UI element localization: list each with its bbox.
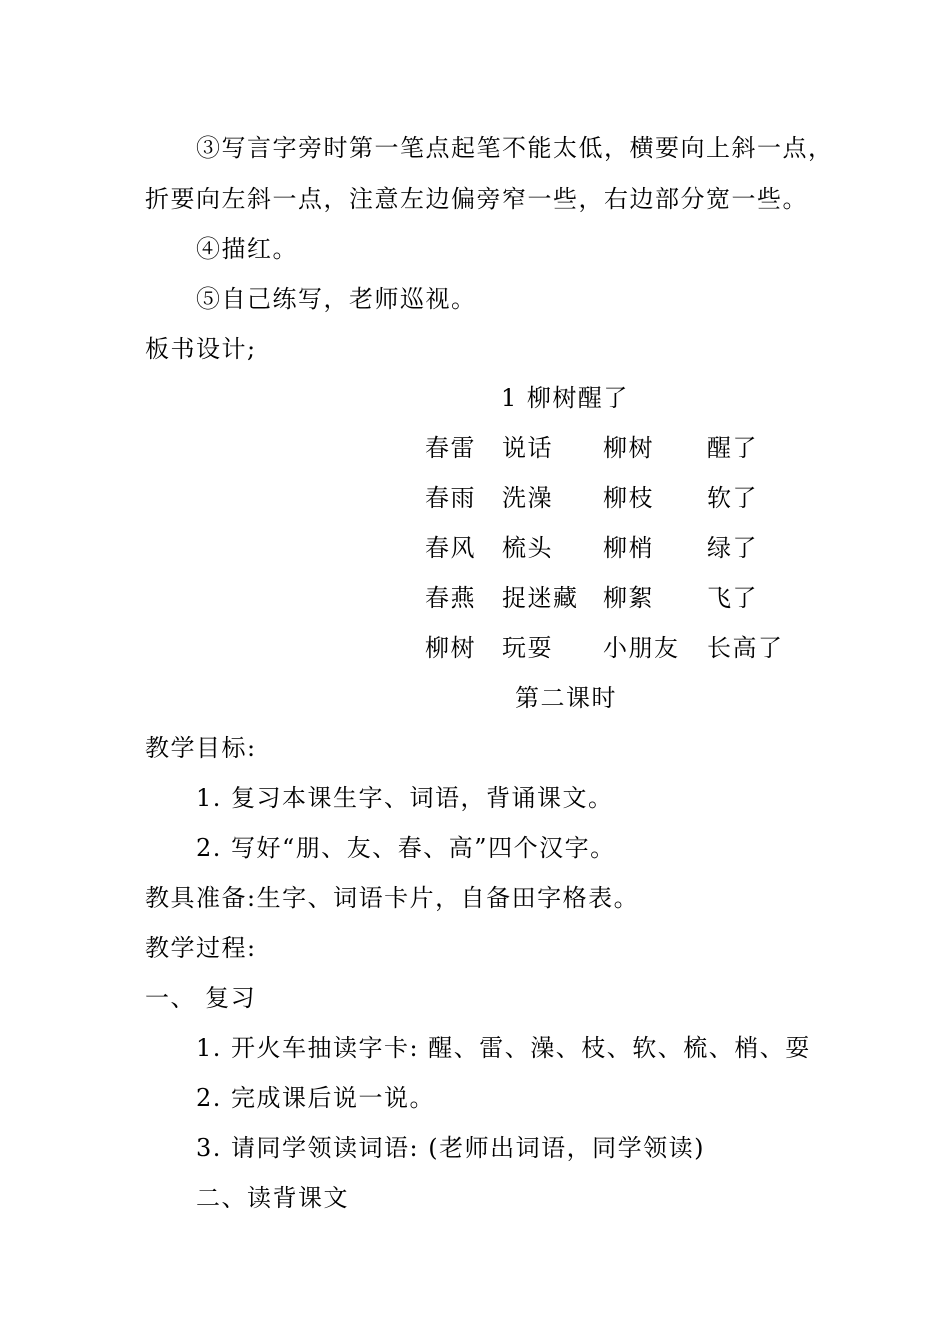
board-cell: 长高了 (707, 634, 784, 662)
board-cell: 春雨 (425, 484, 476, 512)
board-cell: 小朋友 (603, 634, 680, 662)
objective-item: 2. 写好“朋、友、春、高”四个汉字。 (196, 834, 616, 862)
board-cell: 梳头 (502, 534, 553, 562)
section2-heading: 二、读背课文 (196, 1184, 349, 1212)
board-cell: 柳树 (425, 634, 476, 662)
objective-item: 1. 复习本课生字、词语，背诵课文。 (196, 784, 614, 812)
review-item: 1. 开火车抽读字卡: 醒、雷、澡、枝、软、梳、梢、耍 (196, 1034, 811, 1062)
board-cell: 绿了 (707, 534, 758, 562)
lesson2-title: 第二课时 (515, 684, 617, 712)
board-cell: 柳树 (603, 434, 654, 462)
step4-text: ④描红。 (196, 235, 298, 263)
step5-text: ⑤自己练写，老师巡视。 (196, 285, 477, 313)
board-cell: 春风 (425, 534, 476, 562)
process-label: 教学过程: (145, 934, 257, 962)
board-cell: 柳絮 (603, 584, 654, 612)
review-item: 3. 请同学领读词语: (老师出词语，同学领读) (196, 1134, 705, 1162)
board-cell: 醒了 (707, 434, 758, 462)
board-cell: 春燕 (425, 584, 476, 612)
objectives-label: 教学目标: (145, 734, 257, 762)
step3-line2: 折要向左斜一点，注意左边偏旁窄一些，右边部分宽一些。 (145, 185, 808, 213)
board-cell: 洗澡 (502, 484, 553, 512)
board-cell: 捉迷藏 (502, 584, 579, 612)
materials-text: 教具准备:生字、词语卡片，自备田字格表。 (145, 884, 640, 912)
board-title: 1 柳树醒了 (501, 384, 629, 412)
step3-line1: ③写言字旁时第一笔点起笔不能太低，横要向上斜一点， (196, 134, 834, 162)
board-cell: 柳枝 (603, 484, 654, 512)
board-cell: 春雷 (425, 434, 476, 462)
board-cell: 软了 (707, 484, 758, 512)
board-cell: 说话 (502, 434, 553, 462)
board-cell: 柳梢 (603, 534, 654, 562)
section1-heading: 一、 复习 (145, 984, 257, 1012)
board-cell: 玩耍 (502, 634, 553, 662)
review-item: 2. 完成课后说一说。 (196, 1084, 436, 1112)
board-cell: 飞了 (707, 584, 758, 612)
board-design-label: 板书设计; (145, 335, 257, 363)
